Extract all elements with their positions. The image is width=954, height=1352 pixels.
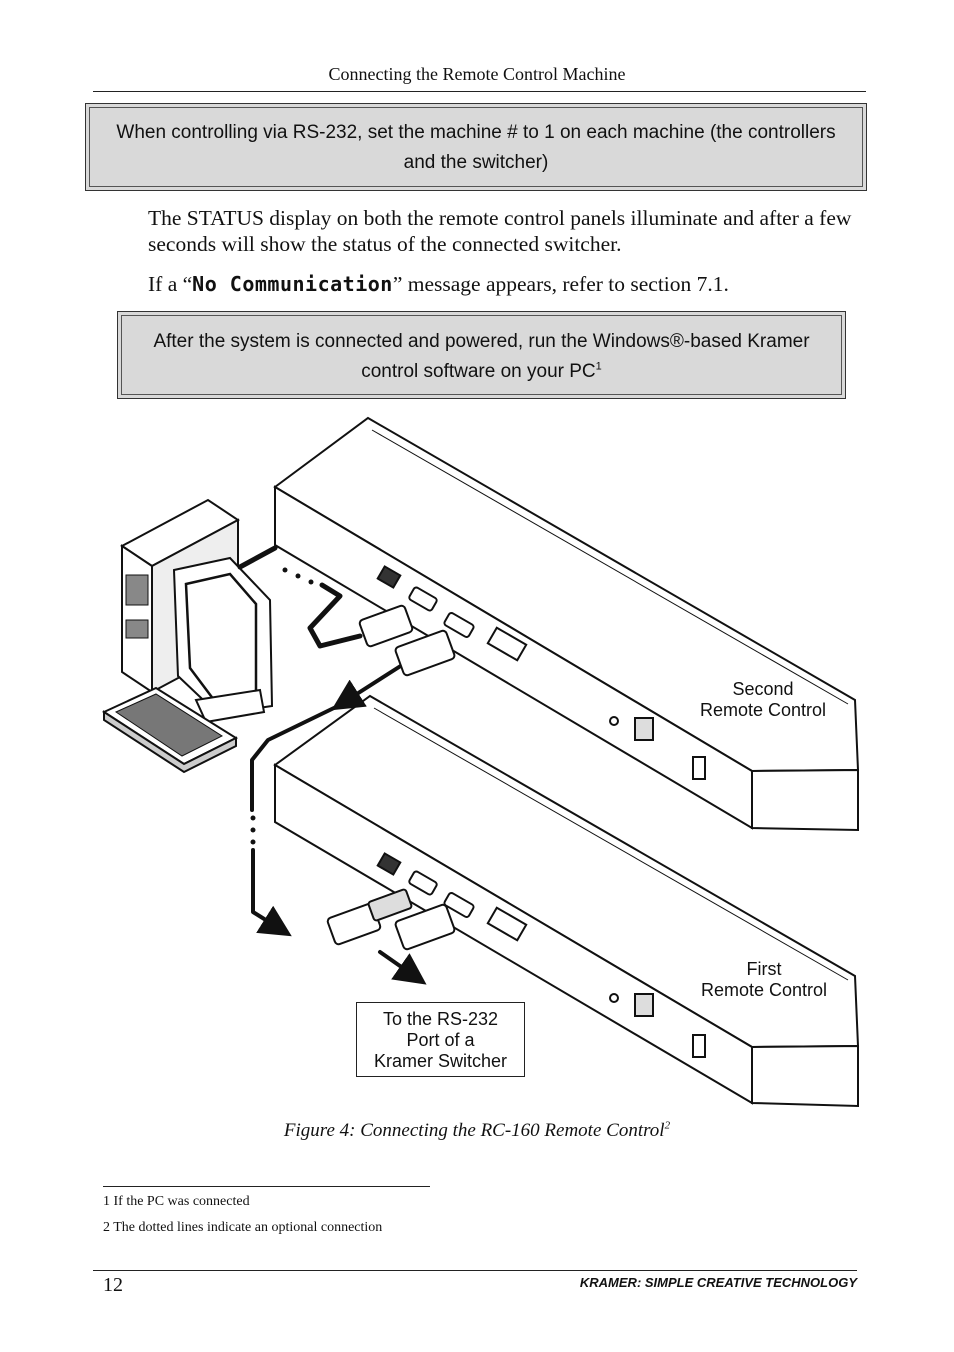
label-line: Remote Control <box>700 980 828 1000</box>
footnote-ref-2: 2 <box>664 1119 671 1132</box>
caption-text: Figure 4: Connecting the RC-160 Remote Control <box>283 1120 665 1141</box>
footnote-rule <box>103 1186 430 1187</box>
first-remote-control-label <box>680 959 848 1001</box>
callout-line: To the RS-232 <box>382 1009 499 1029</box>
note-box-software <box>117 311 846 399</box>
rs232-switcher-callout <box>356 1002 525 1077</box>
no-communication-paragraph <box>148 271 868 297</box>
label-line: Second <box>732 679 794 699</box>
note-box-rs232 <box>85 103 867 191</box>
header-rule <box>93 91 866 92</box>
callout-line: Kramer Switcher <box>373 1051 508 1071</box>
footer-rule <box>93 1270 857 1271</box>
figure-caption <box>0 1120 954 1142</box>
footnote-ref-1: 1 <box>595 360 602 373</box>
para-prefix: If a “ <box>148 272 193 296</box>
note-text-body: After the system is connected and powered, run the Windows®-based Kramer control software on your PC <box>153 331 810 382</box>
label-line: Remote Control <box>699 700 827 720</box>
label-line: First <box>746 959 782 979</box>
running-header: Connecting the Remote Control Machine <box>328 64 626 84</box>
note-text <box>124 327 839 387</box>
footnote-1: 1 If the PC was connected <box>103 1194 250 1209</box>
callout-line: Port of a <box>406 1030 475 1050</box>
page-number: 12 <box>103 1274 123 1296</box>
lcd-message-text: No Communication <box>192 272 393 296</box>
second-remote-control-label <box>680 679 846 721</box>
footer-brand: KRAMER: SIMPLE CREATIVE TECHNOLOGY <box>579 1275 857 1290</box>
para-suffix: ” message appears, refer to section 7.1. <box>392 272 729 296</box>
note-text: When controlling via RS-232, set the machine # to 1 on each machine (the controllers and the switcher) <box>116 122 836 173</box>
pc-computer-icon <box>104 500 272 772</box>
footnote-2: 2 The dotted lines indicate an optional connection <box>103 1220 383 1235</box>
status-paragraph: The STATUS display on both the remote control panels illuminate and after a few seconds will show the status of the connected switcher. <box>148 206 852 256</box>
